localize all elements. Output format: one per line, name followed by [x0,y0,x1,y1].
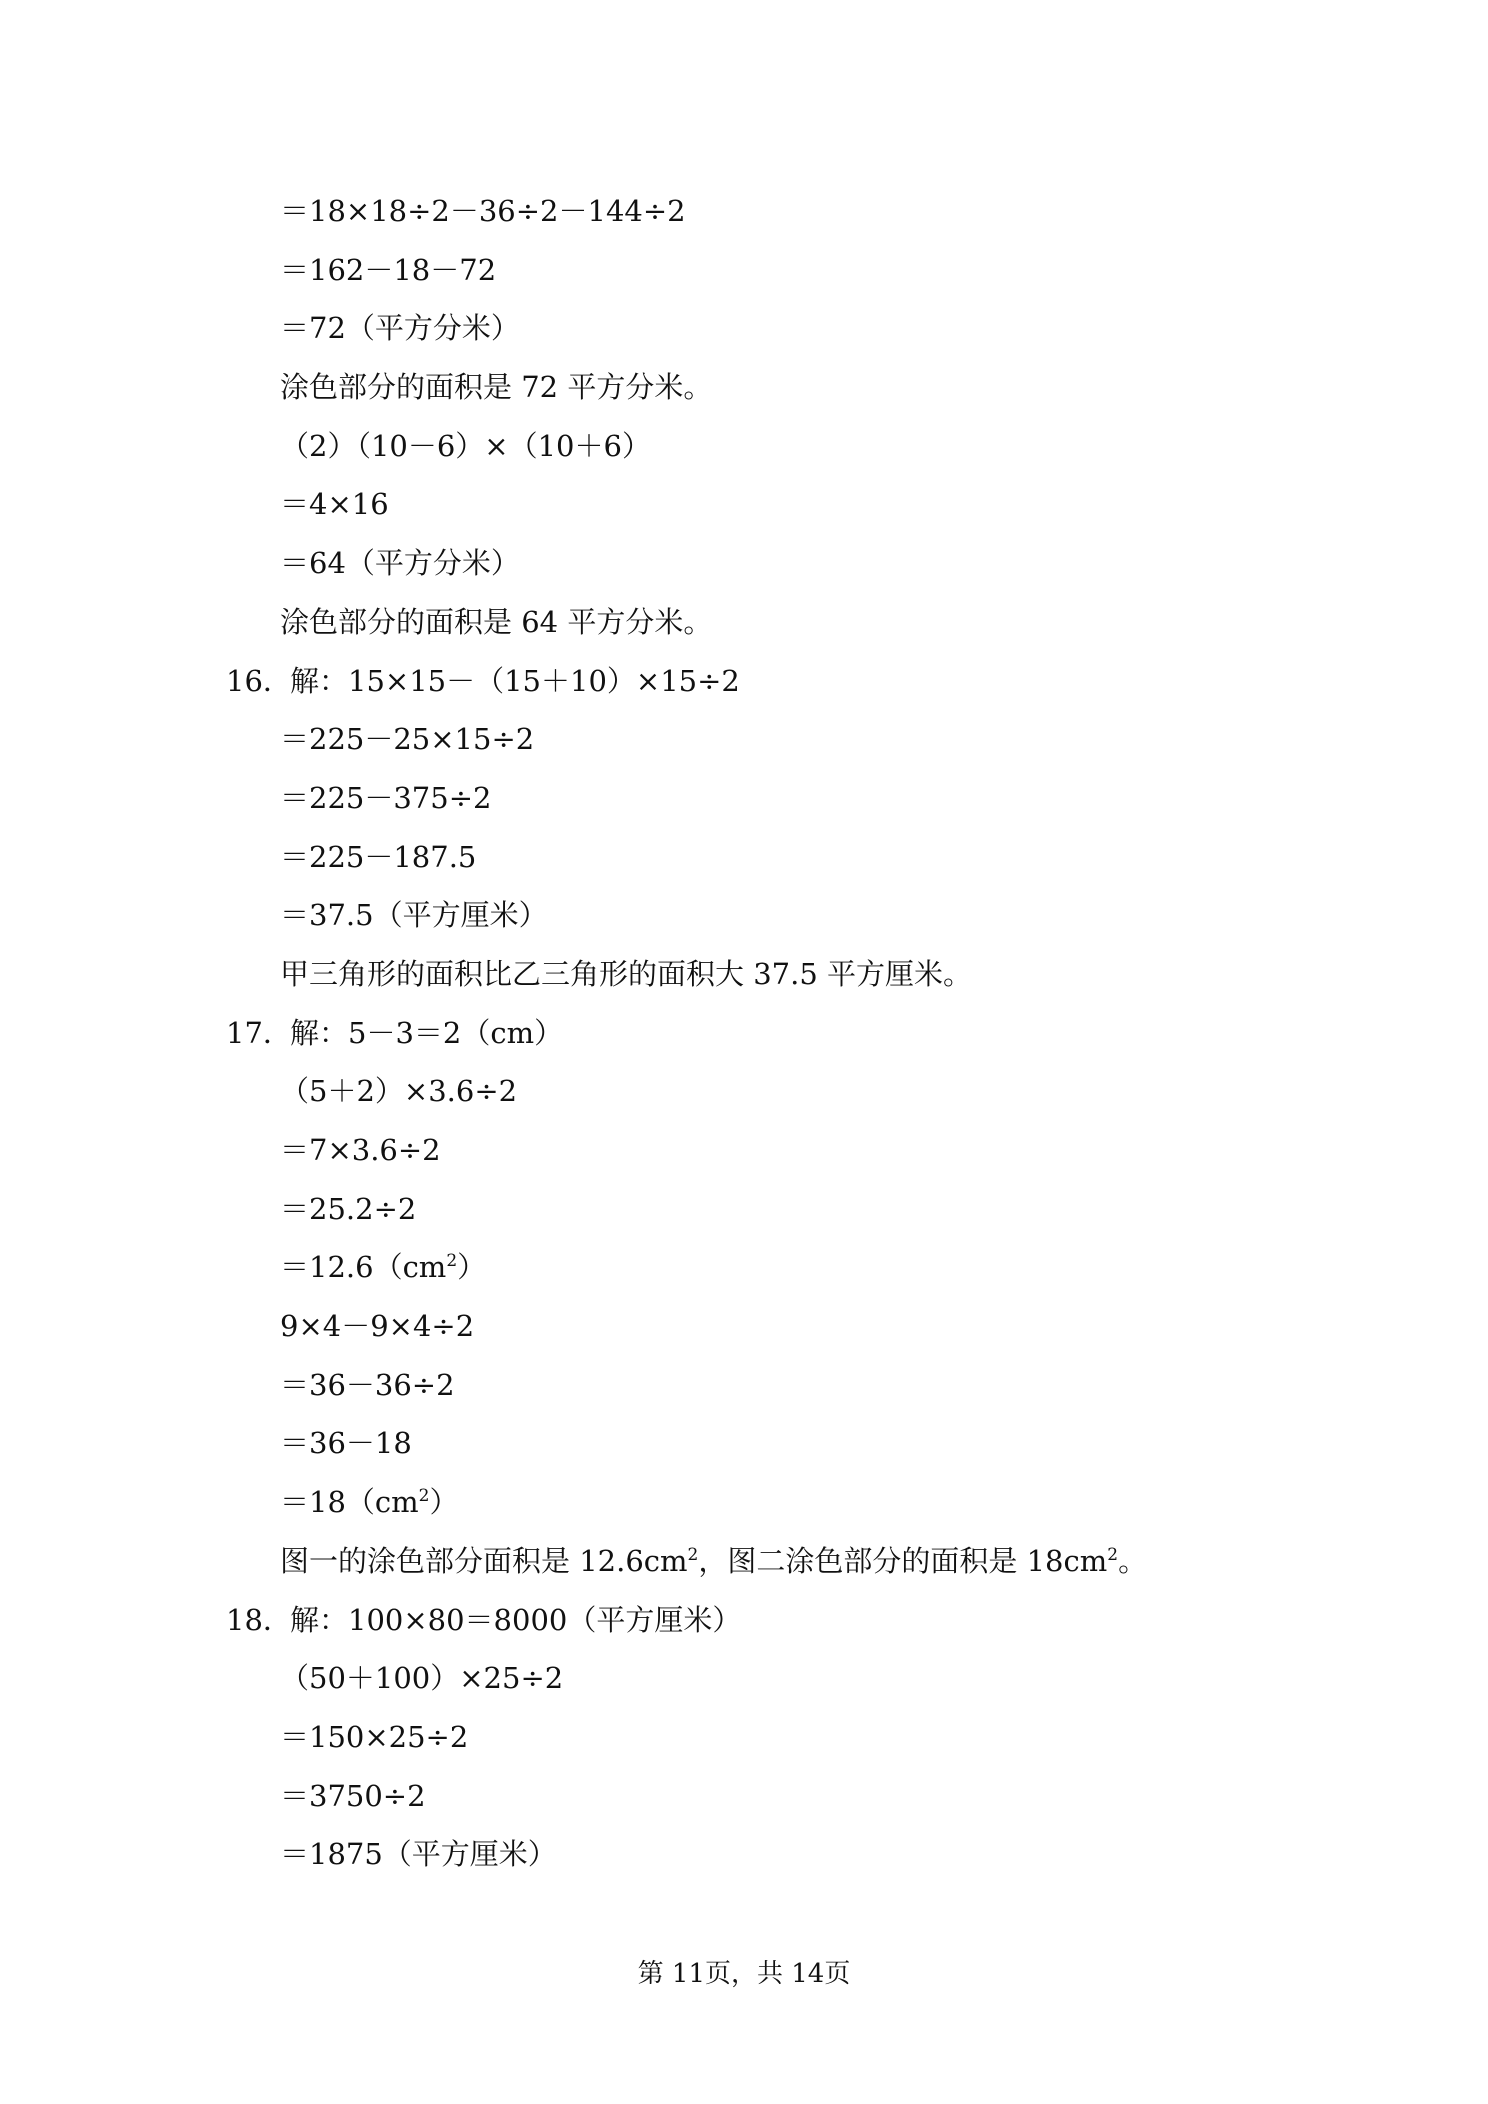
text-segment: ） [457,1250,487,1285]
question-18-heading [0,1591,1488,1650]
text-line [0,1473,1488,1532]
text-line: ＝36－18 [280,1426,412,1461]
text-line: ＝3750÷2 [280,1778,426,1813]
question-17-heading [0,1004,1488,1063]
question-16-heading [0,652,1488,711]
text-line: ＝72（平方分米） [280,311,520,346]
text-segment: ＝12.6（cm [280,1250,447,1285]
text-line [0,1238,1488,1297]
question-number: 17． [226,1015,292,1050]
text-line: ＝64（平方分米） [280,546,520,581]
text-line: 9×4－9×4÷2 [280,1309,475,1344]
solution-lines [0,182,1488,1884]
text-line: ＝25.2÷2 [280,1191,417,1226]
text-segment: ＝18（cm [280,1485,419,1520]
text-line: ＝150×25÷2 [280,1719,469,1754]
superscript: 2 [687,1544,699,1565]
text-line: 涂色部分的面积是 64 平方分米。 [280,604,713,639]
text-line: ＝225－25×15÷2 [280,722,535,757]
text-line [0,1532,1488,1591]
text-line: ＝1875（平方厘米） [280,1837,557,1872]
question-number: 18． [226,1602,292,1637]
page-footer: 第 11页，共 14页 [637,1959,851,1989]
text-line: ＝7×3.6÷2 [280,1133,441,1167]
text-line: 甲三角形的面积比乙三角形的面积大 37.5 平方厘米。 [280,956,973,991]
text-segment: 。 [1118,1543,1148,1578]
question-text: 解：15×15－（15＋10）×15÷2 [290,663,740,698]
text-line: ＝4×16 [280,487,389,522]
text-line: （50＋100）×25÷2 [280,1661,564,1696]
text-line: ＝18×18÷2－36÷2－144÷2 [280,194,686,228]
text-line: 涂色部分的面积是 72 平方分米。 [280,370,713,405]
superscript: 2 [1107,1544,1119,1565]
question-text: 解：5－3＝2（cm） [290,1015,564,1050]
text-segment: 图一的涂色部分面积是 12.6cm [280,1543,688,1578]
text-line: ＝225－375÷2 [280,780,492,815]
question-number: 16． [226,663,292,698]
text-segment: ，图二涂色部分的面积是 18cm [698,1543,1108,1578]
text-line: ＝225－187.5 [280,839,477,874]
question-text: 解：100×80＝8000（平方厘米） [290,1602,742,1637]
text-line: ＝162－18－72 [280,252,497,287]
text-segment: ） [429,1485,459,1520]
superscript: 2 [418,1486,430,1507]
text-line: ＝37.5（平方厘米） [280,898,548,933]
text-line: ＝36－36÷2 [280,1367,455,1402]
text-line: （5＋2）×3.6÷2 [280,1074,518,1109]
text-line: （2）（10－6）×（10＋6） [280,428,651,463]
superscript: 2 [446,1251,458,1272]
